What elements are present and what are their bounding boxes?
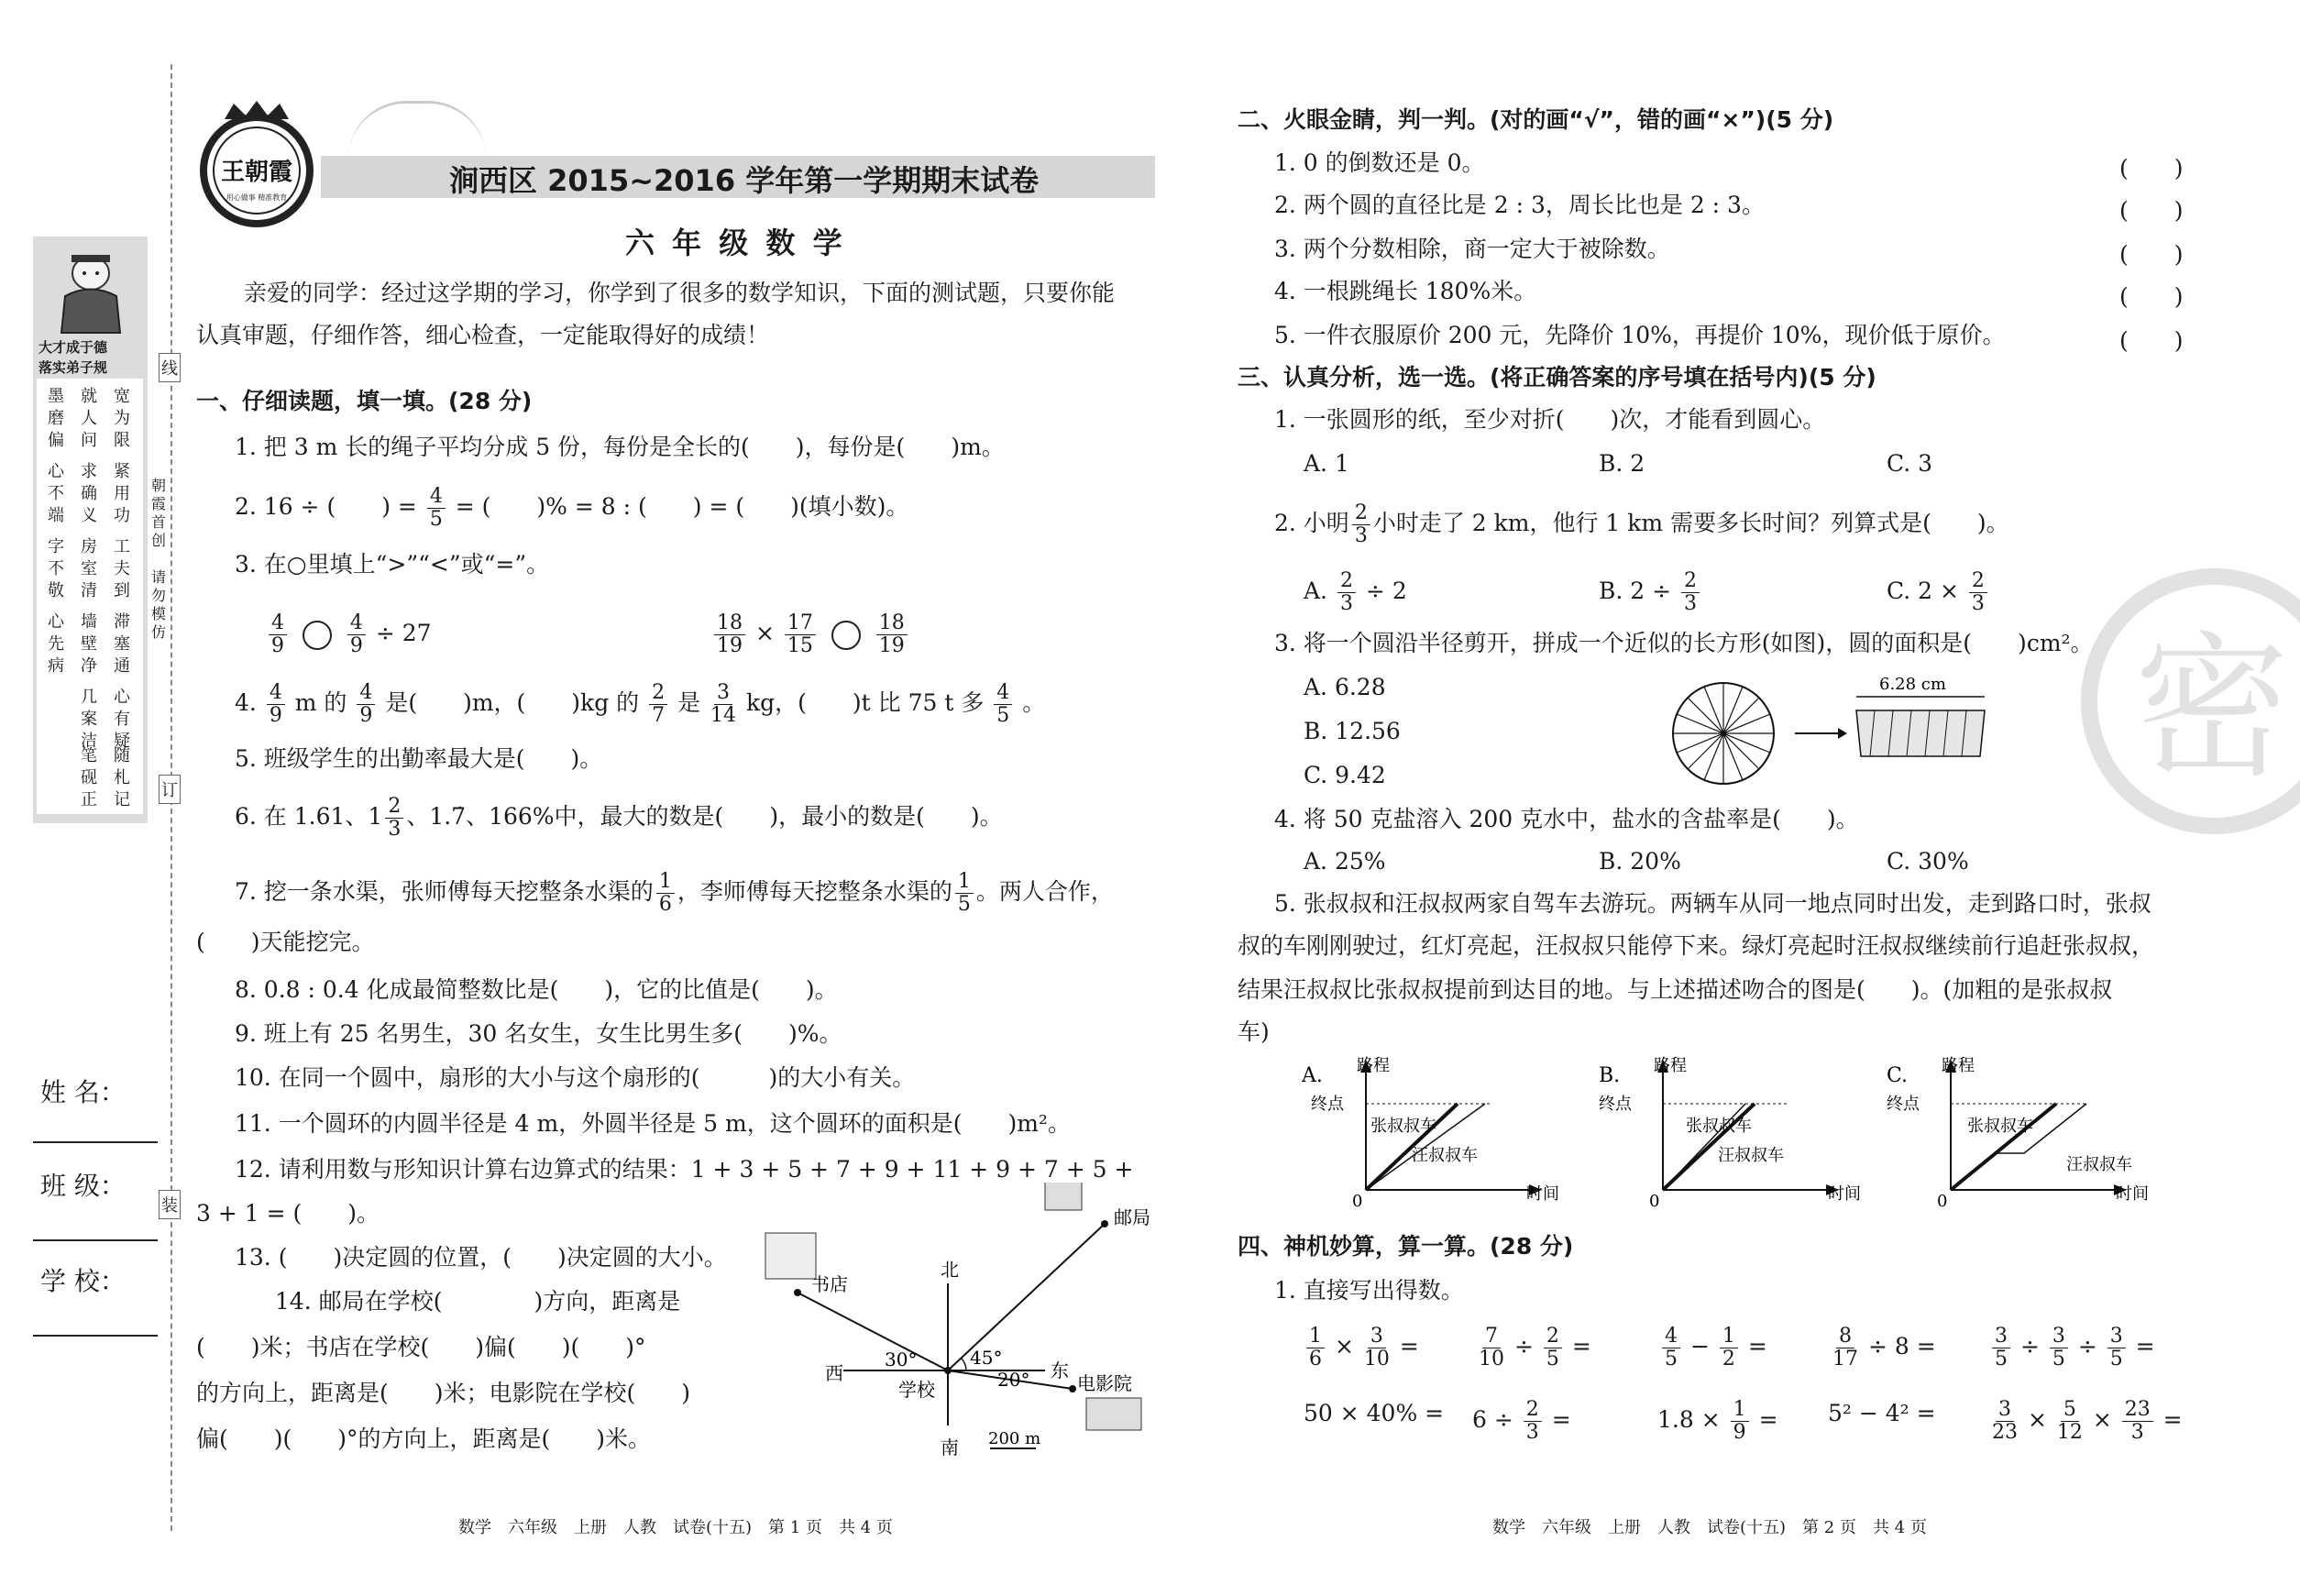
option-label: C. 2 × [1887, 578, 1959, 604]
binding-mark: 装 [159, 1190, 181, 1219]
numerator: 23 [2122, 1399, 2153, 1422]
post-office-icon [1045, 1183, 1082, 1210]
numerator: 2 [1544, 1326, 1562, 1348]
question-2 [235, 486, 908, 531]
fraction [1306, 1326, 1325, 1370]
fraction [656, 871, 675, 916]
numerator: 2 [1681, 570, 1700, 593]
question-4 [235, 682, 1045, 727]
map-label: 西 [825, 1362, 843, 1384]
svg-text:时间: 时间 [1526, 1184, 1559, 1204]
idiom-box [37, 379, 143, 814]
fraction [785, 612, 816, 657]
calc-expression: 5² − 4² = [1828, 1400, 1936, 1426]
question-text: 。两人合作， [975, 878, 1114, 905]
expression-tail: ÷ 27 [375, 620, 432, 646]
question-8: 8. 0.8 : 0.4 化成最简整数比是( )，它的比值是( )。 [235, 976, 838, 1003]
name-field[interactable] [33, 1141, 158, 1143]
choice-option [1304, 570, 1407, 615]
question-12-cont: 3 + 1 = ( )。 [196, 1200, 380, 1227]
denominator: 3 [388, 818, 402, 841]
tf-item: 4. 一根跳绳长 180%米。 [1274, 278, 1537, 304]
intro-text: 亲爱的同学：经过这学期的学习，你学到了很多的数学知识，下面的测试题，只要你能 [244, 280, 1116, 306]
operator: ÷ [1513, 1333, 1534, 1359]
fraction [1832, 1326, 1858, 1370]
question-1: 1. 把 3 m 长的绳子平均分成 5 份，每份是全长的( )，每份是( )m。 [235, 434, 1005, 460]
fraction [2057, 1399, 2083, 1444]
map-label: 45° [970, 1347, 1003, 1369]
numerator: 5 [2061, 1399, 2079, 1422]
stamp-text: 密 [2134, 618, 2291, 799]
numerator: 3 [1368, 1326, 1386, 1348]
question-text: 是( )m，( )kg 的 [385, 689, 640, 716]
answer-blank[interactable]: ( ) [2119, 283, 2184, 310]
compare-b [711, 612, 910, 657]
graph-c [1887, 1052, 2162, 1208]
logo-tagline: 用心做事 精准教育 [226, 193, 288, 202]
calc-expression [1657, 1399, 1778, 1444]
svg-text:终点: 终点 [1599, 1095, 1632, 1114]
denominator: 15 [787, 634, 813, 657]
fraction [1337, 570, 1356, 615]
fraction [1992, 1399, 2018, 1444]
school-field[interactable] [33, 1335, 158, 1337]
intro-text: 认真审题，仔细作答，细心检查，一定能取得好的成绩！ [196, 322, 770, 348]
numerator: 1 [1720, 1326, 1738, 1348]
numerator: 2 [1524, 1399, 1542, 1422]
denominator: 12 [2056, 1421, 2083, 1444]
numerator: 1 [1306, 1326, 1325, 1348]
denominator: 10 [1479, 1348, 1504, 1370]
idiom: 心有疑 [114, 688, 130, 751]
numerator: 3 [1992, 1326, 2010, 1348]
svg-text:路程: 路程 [1357, 1056, 1390, 1075]
compare-a [266, 612, 432, 657]
choice-option: A. 1 [1304, 450, 1349, 477]
choice-question-5: 5. 张叔叔和汪叔叔两家自驾车去游玩。两辆车从同一地点同时出发，走到路口时，张叔 [1274, 890, 2151, 917]
question-text: 6. 在 1.61、1 [235, 803, 383, 830]
calc-instruction: 1. 直接写出得数。 [1274, 1277, 1464, 1304]
operator: × [754, 620, 775, 646]
denominator: 5 [996, 704, 1010, 727]
denominator: 9 [1733, 1421, 1746, 1444]
svg-text:终点: 终点 [1887, 1095, 1920, 1114]
denominator: 5 [2109, 1348, 2123, 1370]
calc-expression [1989, 1326, 2155, 1370]
choice-question-2 [1274, 502, 2009, 547]
operator: ÷ [2077, 1333, 2097, 1359]
numerator: 4 [267, 682, 285, 705]
denominator: 23 [1992, 1421, 2018, 1444]
section-heading: 一、仔细读题，填一填。(28 分) [196, 388, 533, 414]
idiom: 几案洁 [81, 688, 97, 751]
calc-expression [1659, 1326, 1767, 1370]
svg-text:0: 0 [1937, 1192, 1948, 1208]
operator: ÷ [2019, 1333, 2040, 1359]
question-text: 。 [1022, 689, 1046, 716]
class-field[interactable] [33, 1239, 158, 1241]
choice-option: B. 12.56 [1304, 718, 1401, 744]
choice-question-3: 3. 将一个圆沿半径剪开，拼成一个近似的长方形(如图)，圆的面积是( )cm²。 [1274, 630, 2094, 656]
choice-option: C. 3 [1887, 450, 1933, 477]
option-label: A. [1304, 578, 1328, 604]
numerator: 1 [1731, 1399, 1749, 1422]
fraction [2107, 1326, 2126, 1370]
calc-expression: 50 × 40% = [1304, 1400, 1445, 1426]
choice-option [1599, 570, 1702, 615]
question-text: ，李师傅每天挖整条水渠的 [677, 878, 952, 905]
fraction [1969, 570, 1987, 615]
fraction [1524, 1399, 1542, 1444]
fraction [385, 796, 403, 841]
map-label: 20° [997, 1369, 1030, 1391]
school-label: 学 校： [40, 1266, 126, 1296]
calc-expression [1989, 1399, 2183, 1444]
graph-label: A. [1302, 1064, 1323, 1087]
exam-subtitle: 六 年 级 数 学 [625, 226, 846, 260]
svg-text:张叔叔车: 张叔叔车 [1686, 1117, 1752, 1136]
denominator: 3 [1684, 592, 1698, 615]
denominator: 6 [1309, 1348, 1322, 1370]
option-label: B. 2 ÷ [1599, 578, 1672, 604]
question-text: 、1.7̇、166%中，最大的数是( )，最小的数是( )。 [406, 803, 1003, 830]
graph-label: C. [1887, 1064, 1909, 1087]
logo-text: 王朝霞 [220, 159, 293, 186]
cinema-icon [1086, 1398, 1141, 1430]
map-label: 南 [941, 1436, 959, 1458]
svg-text:终点: 终点 [1311, 1095, 1344, 1114]
length-label: 6.28 cm [1879, 675, 1946, 694]
sidebar-tag: 朝霞首创 [150, 477, 166, 549]
tf-item: 5. 一件衣服原价 200 元，先降价 10%，再提价 10%，现价低于原价。 [1274, 322, 2006, 348]
denominator: 5 [429, 508, 443, 531]
fraction [1731, 1399, 1749, 1444]
numerator: 1 [656, 871, 675, 894]
direction-map [761, 1183, 1164, 1458]
idiom: 滞塞通 [114, 612, 130, 676]
choice-option: B. 20% [1599, 848, 1681, 875]
question-11: 11. 一个圆环的内圆半径是 4 m，外圆半径是 5 m，这个圆环的面积是( )m²。 [235, 1110, 1071, 1137]
question-12: 12. 请利用数与形知识计算右边算式的结果：1 + 3 + 5 + 7 + 9 + 11 + 9 + 7 + 5 + [235, 1156, 1134, 1183]
denominator: 14 [710, 704, 737, 727]
question-14: 14. 邮局在学校( )方向，距离是 [275, 1288, 681, 1315]
denominator: 5 [1995, 1348, 2008, 1370]
fraction [1992, 1326, 2010, 1370]
calc-expression [1830, 1326, 1936, 1370]
calc-expression [1476, 1326, 1591, 1370]
class-label: 班 级： [40, 1171, 126, 1201]
denominator: 5 [2052, 1348, 2065, 1370]
svg-text:0: 0 [1352, 1192, 1363, 1208]
denominator: 5 [957, 893, 971, 916]
question-text: = ( )% = 8 : ( ) = ( )(填小数)。 [455, 493, 909, 520]
scholar-icon [51, 246, 130, 337]
denominator: 19 [878, 634, 905, 657]
denominator: 3 [1525, 1421, 1539, 1444]
question-text: m 的 [294, 689, 347, 716]
calc-expression [1472, 1399, 1571, 1444]
svg-text:路程: 路程 [1942, 1056, 1975, 1075]
numerator: 3 [1996, 1399, 2014, 1422]
answer-blank[interactable]: ( ) [2119, 155, 2184, 182]
answer-blank[interactable]: ( ) [2119, 197, 2184, 224]
denominator: 19 [717, 634, 743, 657]
numerator: 8 [1836, 1326, 1854, 1348]
choice-option: A. 25% [1304, 848, 1386, 875]
choice-question-1: 1. 一张圆形的纸，至少对折( )次，才能看到圆心。 [1274, 406, 1826, 433]
fraction [876, 612, 908, 657]
question-5: 5. 班级学生的出勤率最大是( )。 [235, 745, 603, 772]
idiom: 就人问 [81, 387, 97, 450]
fraction [710, 682, 736, 727]
choice-question-5: 结果汪叔叔比张叔叔提前到达目的地。与上述描述吻合的图是( )。(加粗的是张叔叔 [1238, 976, 2113, 1003]
tf-item: 2. 两个圆的直径比是 2 : 3，周长比也是 2 : 3。 [1274, 192, 1765, 218]
name-label: 姓 名： [40, 1077, 126, 1107]
question-14: 偏( )( )°的方向上，距离是( )米。 [196, 1425, 652, 1452]
choice-option: C. 30% [1887, 848, 1969, 875]
numerator: 4 [269, 612, 287, 635]
choice-question-4: 4. 将 50 克盐溶入 200 克水中，盐水的含盐率是( )。 [1274, 806, 1859, 832]
compare-circle[interactable] [303, 621, 332, 650]
fraction [1352, 502, 1370, 547]
fraction [955, 871, 974, 916]
fraction [269, 612, 287, 657]
svg-text:张叔叔车: 张叔叔车 [1967, 1117, 2033, 1136]
question-14: 的方向上，距离是( )米；电影院在学校( ) [196, 1380, 691, 1406]
choice-option: B. 2 [1599, 450, 1645, 477]
svg-text:汪叔叔车: 汪叔叔车 [2066, 1155, 2132, 1174]
question-text: kg，( )t 比 75 t 多 [745, 689, 985, 716]
fraction [1720, 1326, 1738, 1370]
option-text: ÷ 2 [1365, 578, 1407, 604]
denominator: 6 [658, 893, 672, 916]
numerator: 1 [955, 871, 974, 894]
equals: = [2135, 1333, 2155, 1359]
numerator: 17 [785, 612, 816, 635]
equals: = [2162, 1406, 2183, 1433]
denominator: 3 [2130, 1421, 2144, 1444]
question-6 [235, 796, 1003, 841]
svg-text:汪叔叔车: 汪叔叔车 [1718, 1146, 1784, 1165]
denominator: 5 [1546, 1348, 1559, 1370]
idiom: 墙壁净 [81, 612, 97, 676]
fraction [1662, 1326, 1680, 1370]
choice-question-5: 叔的车刚刚驶过，红灯亮起，汪叔叔只能停下来。绿灯亮起时汪叔叔继续前行追赶张叔叔， [1238, 932, 2155, 959]
question-7-cont: ( )天能挖完。 [196, 929, 375, 955]
denominator: 17 [1832, 1348, 1858, 1370]
question-3: 3. 在○里填上“>”“<”或“=”。 [235, 551, 550, 578]
post-dot [1101, 1220, 1108, 1227]
idiom: 工夫到 [114, 537, 130, 600]
numerator: 4 [347, 612, 366, 635]
idiom: 宽为限 [114, 387, 130, 450]
question-9: 9. 班上有 25 名男生，30 名女生，女生比男生多( )%。 [235, 1020, 842, 1047]
equals: = [1747, 1333, 1767, 1359]
svg-text:路程: 路程 [1654, 1056, 1687, 1075]
idiom: 字不敬 [48, 537, 64, 600]
fraction [649, 682, 667, 727]
fraction [1544, 1326, 1562, 1370]
operator: ÷ 8 = [1867, 1333, 1936, 1359]
question-14: ( )米；书店在学校( )偏( )( )° [196, 1334, 646, 1360]
numerator: 4 [357, 682, 375, 705]
denominator: 3 [1339, 592, 1353, 615]
tf-item: 3. 两个分数相除，商一定大于被除数。 [1274, 236, 1670, 262]
answer-blank[interactable]: ( ) [2119, 327, 2184, 354]
map-label: 30° [885, 1348, 918, 1370]
compare-circle[interactable] [831, 621, 861, 650]
sidebar-motto: 大才成于德 [39, 339, 108, 356]
brand-logo [193, 99, 321, 227]
sidebar-panel [33, 237, 148, 823]
question-text: 4. [235, 689, 257, 716]
equals: = [1571, 1333, 1591, 1359]
numerator: 7 [1482, 1326, 1501, 1348]
fraction [267, 682, 285, 727]
equals: = [1551, 1406, 1571, 1433]
answer-blank[interactable]: ( ) [2119, 241, 2184, 268]
fraction [1681, 570, 1700, 615]
numerator: 4 [994, 682, 1012, 705]
svg-text:张叔叔车: 张叔叔车 [1370, 1117, 1436, 1136]
section-heading: 三、认真分析，选一选。(将正确答案的序号填在括号内)(5 分) [1238, 364, 1876, 391]
operator: × [1334, 1333, 1354, 1359]
denominator: 9 [269, 704, 282, 727]
fraction [427, 486, 446, 531]
bookstore-icon [765, 1233, 816, 1279]
section-heading: 二、火眼金睛，判一判。(对的画“√”，错的画“×”)(5 分) [1238, 106, 1834, 133]
operator: × [2092, 1406, 2112, 1433]
map-label: 邮局 [1114, 1206, 1150, 1228]
numerator: 3 [714, 682, 732, 705]
confidential-stamp [2081, 568, 2300, 834]
fraction [1479, 1326, 1504, 1370]
exam-title: 涧西区 2015~2016 学年第一学期期末试卷 [449, 163, 1040, 198]
question-text: 2. 16 ÷ ( ) = [235, 493, 417, 520]
sidebar-motto: 落实弟子规 [39, 359, 108, 376]
numerator: 18 [876, 612, 908, 635]
fraction [2050, 1326, 2068, 1370]
map-label: 电影院 [1077, 1372, 1132, 1394]
svg-text:时间: 时间 [2116, 1184, 2149, 1204]
idiom: 墨磨偏 [48, 387, 64, 450]
fraction [994, 682, 1012, 727]
numerator: 3 [2107, 1326, 2126, 1348]
ribbon-decoration [348, 101, 486, 159]
idiom: 房室清 [81, 537, 97, 600]
question-text: 小时走了 2 km，他行 1 km 需要多长时间？列算式是( )。 [1372, 510, 2009, 536]
choice-option [1887, 570, 1990, 615]
map-label: 200 m [988, 1429, 1041, 1448]
question-13: 13. ( )决定圆的位置，( )决定圆的大小。 [235, 1244, 727, 1271]
svg-text:时间: 时间 [1828, 1184, 1861, 1204]
fraction [2122, 1399, 2153, 1444]
choice-option: C. 9.42 [1304, 762, 1386, 788]
denominator: 3 [1971, 592, 1985, 615]
idiom: 心先病 [48, 612, 64, 676]
book-ray [798, 1293, 948, 1370]
question-text: 是 [677, 689, 701, 716]
numerator: 18 [714, 612, 745, 635]
binding-mark: 订 [159, 775, 181, 804]
section-heading: 四、神机妙算，算一算。(28 分) [1238, 1233, 1574, 1260]
cinema-dot [1069, 1385, 1076, 1392]
map-label: 书店 [811, 1273, 848, 1295]
graph-a [1302, 1052, 1577, 1208]
numerator: 2 [385, 796, 403, 819]
question-10: 10. 在同一个圆中，扇形的大小与这个扇形的( )的大小有关。 [235, 1064, 916, 1091]
binding-mark: 线 [159, 353, 181, 382]
graph-b [1599, 1052, 1874, 1208]
sidebar-tag: 请勿模仿 [150, 568, 166, 641]
question-text: 2. 小明 [1274, 510, 1349, 536]
denominator: 10 [1363, 1348, 1390, 1370]
operator: 6 ÷ [1472, 1406, 1513, 1433]
fraction [1364, 1326, 1390, 1370]
fraction [347, 612, 366, 657]
denominator: 5 [1665, 1348, 1678, 1370]
tf-item: 1. 0 的倒数还是 0。 [1274, 149, 1485, 176]
question-7 [235, 871, 1114, 916]
svg-text:0: 0 [1649, 1192, 1660, 1208]
numerator: 2 [1352, 502, 1370, 525]
denominator: 9 [359, 704, 373, 727]
equals: = [1399, 1333, 1419, 1359]
operator: − [1689, 1333, 1710, 1359]
page-footer: 数学 六年级 上册 人教 试卷(十五) 第 1 页 共 4 页 [458, 1518, 893, 1537]
circle-rectangle-figure [1659, 660, 2008, 788]
calc-expression [1304, 1326, 1419, 1370]
school-dot [944, 1367, 952, 1374]
numerator: 2 [1337, 570, 1356, 593]
choice-option: A. 6.28 [1304, 674, 1386, 700]
numerator: 4 [427, 486, 446, 509]
denominator: 2 [1722, 1348, 1735, 1370]
idiom: 笔砚正 [81, 746, 97, 809]
graph-label: B. [1599, 1064, 1621, 1087]
denominator: 7 [652, 704, 666, 727]
equals: = [1758, 1406, 1778, 1433]
svg-text:汪叔叔车: 汪叔叔车 [1412, 1146, 1478, 1165]
numerator: 2 [1969, 570, 1987, 593]
denominator: 3 [1354, 524, 1368, 547]
idiom: 紧用功 [114, 462, 130, 525]
map-label: 北 [941, 1259, 959, 1281]
book-dot [794, 1289, 801, 1296]
map-label: 学校 [898, 1379, 935, 1401]
idiom: 随札记 [114, 746, 130, 809]
numerator: 4 [1662, 1326, 1680, 1348]
map-label: 东 [1051, 1359, 1069, 1381]
question-text: 7. 挖一条水渠，张师傅每天挖整条水渠的 [235, 878, 654, 905]
idiom: 心不端 [48, 462, 64, 525]
idiom: 求确义 [81, 462, 97, 525]
numerator: 2 [649, 682, 667, 705]
numerator: 3 [2050, 1326, 2068, 1348]
operator: × [2027, 1406, 2047, 1433]
operator: 1.8 × [1657, 1406, 1721, 1433]
choice-question-5: 车) [1238, 1018, 1270, 1045]
page-footer: 数学 六年级 上册 人教 试卷(十五) 第 2 页 共 4 页 [1492, 1518, 1927, 1537]
denominator: 9 [271, 634, 284, 657]
fraction [714, 612, 745, 657]
denominator: 9 [349, 634, 363, 657]
fraction [357, 682, 375, 727]
